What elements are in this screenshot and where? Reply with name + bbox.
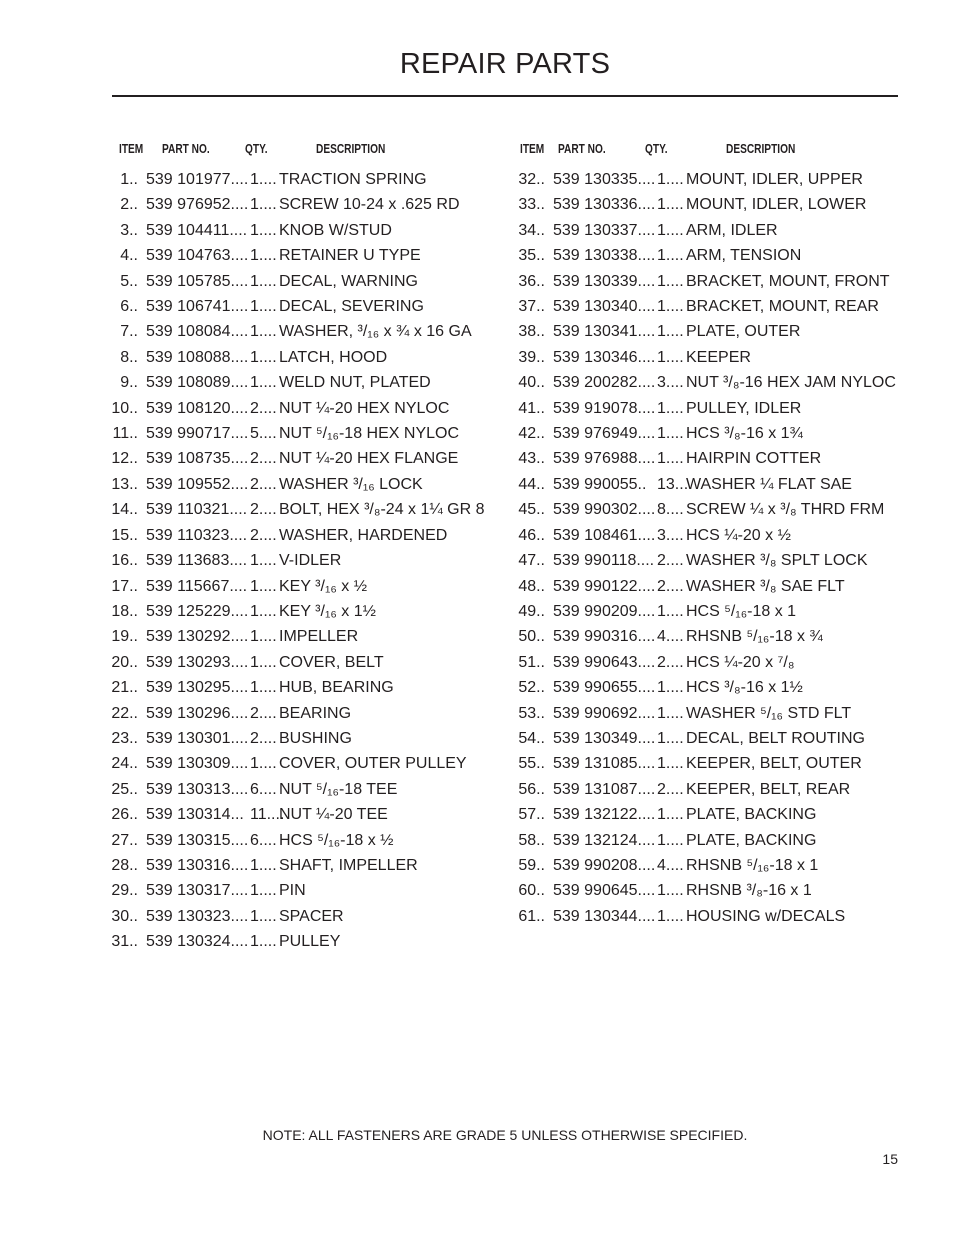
part-description: COVER, BELT: [279, 653, 384, 671]
part-description: HCS ⁵/₁₆-18 x ½: [279, 831, 394, 849]
part-description: WASHER ³/₈ SPLT LOCK: [686, 552, 868, 570]
part-description: ARM, TENSION: [686, 247, 802, 265]
part-number: 539 990122....: [553, 577, 656, 595]
quantity: 1....: [657, 221, 684, 239]
parts-row: [0, 243, 954, 268]
quantity: 1....: [250, 348, 277, 366]
part-number: 539 990118....: [553, 552, 655, 570]
item-number: 50..: [518, 628, 545, 646]
part-number: 539 130339....: [553, 272, 656, 290]
quantity: 1....: [657, 450, 684, 468]
quantity: 2....: [250, 704, 277, 722]
part-number: 539 130295....: [146, 679, 249, 697]
quantity: 4....: [657, 628, 684, 646]
item-number: 28..: [111, 856, 138, 874]
quantity: 2....: [250, 450, 277, 468]
item-number: 56..: [518, 780, 545, 798]
part-number: 539 113683....: [146, 552, 248, 570]
quantity: 1....: [250, 882, 277, 900]
part-number: 539 130316....: [146, 856, 249, 874]
part-description: KEEPER: [686, 348, 751, 366]
item-number: 8..: [120, 348, 138, 366]
part-description: BUSHING: [279, 729, 352, 747]
part-description: KEEPER, BELT, OUTER: [686, 755, 862, 773]
parts-row: [0, 497, 954, 522]
quantity: 2....: [657, 780, 684, 798]
quantity: 2....: [250, 526, 277, 544]
part-number: 539 130313....: [146, 780, 249, 798]
part-description: KNOB W/STUD: [279, 221, 392, 239]
item-number: 9..: [120, 374, 138, 392]
parts-row: [0, 167, 954, 192]
quantity: 1....: [657, 907, 684, 925]
item-number: 53..: [518, 704, 545, 722]
quantity: 1....: [657, 272, 684, 290]
quantity: 2....: [657, 552, 684, 570]
part-number: 539 990316....: [553, 628, 656, 646]
quantity: 1....: [657, 348, 684, 366]
quantity: 1....: [250, 171, 277, 188]
quantity: 2....: [657, 577, 684, 595]
part-number: 539 132122....: [553, 806, 656, 824]
part-number: 539 108461....: [553, 526, 656, 544]
quantity: 1....: [657, 171, 684, 188]
quantity: 2....: [250, 501, 277, 519]
quantity: 2....: [250, 729, 277, 747]
part-description: HCS ¼-20 x ½: [686, 526, 791, 544]
part-description: BRACKET, MOUNT, REAR: [686, 298, 879, 316]
part-number: 539 130338....: [553, 247, 656, 265]
parts-row: [0, 701, 954, 726]
part-description: SCREW ¼ x ³/₈ THRD FRM: [686, 501, 885, 519]
parts-row: [0, 751, 954, 776]
quantity: 1....: [657, 806, 684, 824]
part-number: 539 132124....: [553, 831, 656, 849]
part-number: 539 110323....: [146, 526, 248, 544]
item-number: 30..: [111, 907, 138, 925]
part-description: DECAL, SEVERING: [279, 298, 424, 316]
part-number: 539 990302....: [553, 501, 656, 519]
item-number: 12..: [111, 450, 138, 468]
part-number: 539 105785....: [146, 272, 249, 290]
item-number: 55..: [518, 755, 545, 773]
item-number: 5..: [120, 272, 138, 290]
item-number: 13..: [111, 475, 138, 493]
part-description: DECAL, WARNING: [279, 272, 418, 290]
item-number: 34..: [518, 221, 545, 239]
parts-row: [0, 192, 954, 217]
left-header-part-no: PART NO.: [162, 141, 210, 156]
right-header-part-no: PART NO.: [558, 141, 606, 156]
part-number: 539 108120....: [146, 399, 249, 417]
quantity: 1....: [657, 602, 684, 620]
item-number: 6..: [120, 298, 138, 316]
part-number: 539 101977....: [146, 171, 249, 188]
part-description: NUT ¼-20 HEX NYLOC: [279, 399, 450, 417]
parts-row: [0, 675, 954, 700]
quantity: 2....: [250, 399, 277, 417]
part-number: 539 976949....: [553, 425, 656, 443]
part-description: PIN: [279, 882, 306, 900]
part-number: 539 115667....: [146, 577, 248, 595]
part-number: 539 976952....: [146, 196, 249, 214]
item-number: 58..: [518, 831, 545, 849]
part-description: BRACKET, MOUNT, FRONT: [686, 272, 890, 290]
part-number: 539 108088....: [146, 348, 249, 366]
item-number: 26..: [111, 806, 138, 824]
item-number: 60..: [518, 882, 545, 900]
part-number: 539 130317....: [146, 882, 249, 900]
item-number: 3..: [120, 221, 138, 239]
item-number: 44..: [518, 475, 545, 493]
part-description: NUT ³/₈-16 HEX JAM NYLOC: [686, 374, 896, 392]
part-description: KEY ³/₁₆ x ½: [279, 577, 368, 595]
item-number: 61..: [518, 907, 545, 925]
item-number: 42..: [518, 425, 545, 443]
quantity: 1....: [657, 755, 684, 773]
quantity: 1....: [657, 323, 684, 341]
item-number: 43..: [518, 450, 545, 468]
parts-row: [0, 904, 954, 929]
part-number: 539 990643....: [553, 653, 656, 671]
part-number: 539 130323....: [146, 907, 249, 925]
quantity: 1....: [250, 907, 277, 925]
part-description: ARM, IDLER: [686, 221, 778, 239]
parts-row: [0, 294, 954, 319]
part-number: 539 130340....: [553, 298, 656, 316]
part-number: 539 990655....: [553, 679, 656, 697]
page-title: REPAIR PARTS: [399, 48, 611, 80]
part-number: 539 125229....: [146, 602, 249, 620]
parts-row: [0, 421, 954, 446]
part-description: TRACTION SPRING: [279, 171, 427, 188]
parts-row: [0, 472, 954, 497]
part-description: HCS ³/₈-16 x 1½: [686, 679, 803, 697]
quantity: 1....: [657, 882, 684, 900]
quantity: 1....: [657, 399, 684, 417]
part-description: RHSNB ⁵/₁₆-18 x 1: [686, 856, 819, 874]
item-number: 36..: [518, 272, 545, 290]
item-number: 35..: [518, 247, 545, 265]
item-number: 15..: [111, 526, 138, 544]
parts-row: [0, 370, 954, 395]
quantity: 1....: [657, 196, 684, 214]
part-description: PLATE, OUTER: [686, 323, 801, 341]
title-divider: [112, 95, 898, 97]
part-description: HOUSING w/DECALS: [686, 907, 846, 925]
quantity: 8....: [657, 501, 684, 519]
item-number: 48..: [518, 577, 545, 595]
parts-row: [0, 726, 954, 751]
part-number: 539 130335....: [553, 171, 656, 188]
item-number: 23..: [111, 729, 138, 747]
quantity: 1....: [657, 679, 684, 697]
quantity: 1....: [250, 856, 277, 874]
parts-row: [0, 777, 954, 802]
part-number: 539 110321....: [146, 501, 248, 519]
part-description: HCS ¼-20 x ⁷/₈: [686, 653, 795, 671]
item-number: 21..: [111, 679, 138, 697]
part-description: PLATE, BACKING: [686, 806, 817, 824]
item-number: 10..: [111, 399, 138, 417]
parts-row: [0, 828, 954, 853]
part-number: 539 130309....: [146, 755, 249, 773]
part-description: HUB, BEARING: [279, 679, 394, 697]
quantity: 6....: [250, 780, 277, 798]
part-description: BEARING: [279, 704, 352, 722]
quantity: 11....: [250, 806, 285, 824]
part-description: KEY ³/₁₆ x 1½: [279, 602, 376, 620]
quantity: 1....: [250, 653, 277, 671]
part-number: 539 990208....: [553, 856, 656, 874]
item-number: 2..: [120, 196, 138, 214]
part-number: 539 130344....: [553, 907, 656, 925]
part-description: BOLT, HEX ³/₈-24 x 1¼ GR 8: [279, 501, 485, 519]
item-number: 31..: [111, 933, 138, 951]
part-number: 539 976988....: [553, 450, 656, 468]
part-number: 539 130315....: [146, 831, 249, 849]
part-number: 539 990645....: [553, 882, 656, 900]
item-number: 47..: [518, 552, 545, 570]
parts-row: [0, 548, 954, 573]
quantity: 1....: [657, 425, 684, 443]
quantity: 1....: [657, 704, 684, 722]
quantity: 6....: [250, 831, 277, 849]
part-description: MOUNT, IDLER, UPPER: [686, 171, 863, 188]
quantity: 1....: [250, 247, 277, 265]
quantity: 2....: [657, 653, 684, 671]
part-number: 539 200282....: [553, 374, 656, 392]
part-description: HCS ⁵/₁₆-18 x 1: [686, 602, 797, 620]
parts-row: [0, 802, 954, 827]
item-number: 39..: [518, 348, 545, 366]
part-number: 539 130337....: [553, 221, 656, 239]
part-number: 539 131087....: [553, 780, 656, 798]
quantity: 4....: [657, 856, 684, 874]
part-number: 539 108084....: [146, 323, 249, 341]
parts-row: [0, 446, 954, 471]
quantity: 1....: [250, 221, 277, 239]
item-number: 37..: [518, 298, 545, 316]
part-number: 539 130324....: [146, 933, 249, 951]
parts-row: [0, 396, 954, 421]
part-number: 539 990692....: [553, 704, 656, 722]
part-description: PLATE, BACKING: [686, 831, 817, 849]
part-number: 539 990055..: [553, 475, 647, 493]
quantity: 3....: [657, 374, 684, 392]
part-description: NUT ¼-20 TEE: [279, 806, 388, 824]
part-number: 539 108735....: [146, 450, 249, 468]
part-number: 539 130346....: [553, 348, 656, 366]
quantity: 13....: [657, 475, 693, 493]
part-description: SCREW 10-24 x .625 RD: [279, 196, 460, 214]
item-number: 57..: [518, 806, 545, 824]
item-number: 40..: [518, 374, 545, 392]
part-description: WASHER, HARDENED: [279, 526, 448, 544]
item-number: 41..: [518, 399, 545, 417]
part-description: IMPELLER: [279, 628, 359, 646]
left-header-item: ITEM: [119, 141, 144, 156]
quantity: 1....: [250, 577, 277, 595]
item-number: 32..: [518, 171, 545, 188]
part-number: 539 109552....: [146, 475, 249, 493]
parts-row: [0, 523, 954, 548]
item-number: 52..: [518, 679, 545, 697]
quantity: 1....: [250, 552, 277, 570]
item-number: 38..: [518, 323, 545, 341]
part-description: COVER, OUTER PULLEY: [279, 755, 467, 773]
part-number: 539 130296....: [146, 704, 249, 722]
quantity: 1....: [657, 831, 684, 849]
part-description: NUT ⁵/₁₆-18 HEX NYLOC: [279, 425, 460, 443]
item-number: 33..: [518, 196, 545, 214]
item-number: 25..: [111, 780, 138, 798]
item-number: 20..: [111, 653, 138, 671]
parts-row: [0, 650, 954, 675]
right-header-item: ITEM: [520, 141, 545, 156]
part-description: WASHER ⁵/₁₆ STD FLT: [686, 704, 852, 722]
quantity: 2....: [250, 475, 277, 493]
left-header-qty: QTY.: [245, 141, 268, 156]
part-number: 539 919078....: [553, 399, 656, 417]
part-description: V-IDLER: [279, 552, 342, 570]
item-number: 14..: [111, 501, 138, 519]
quantity: 1....: [250, 272, 277, 290]
part-description: MOUNT, IDLER, LOWER: [686, 196, 867, 214]
part-description: SPACER: [279, 907, 344, 925]
part-description: LATCH, HOOD: [279, 348, 388, 366]
parts-row: [0, 878, 954, 903]
quantity: 1....: [657, 247, 684, 265]
parts-row: [0, 345, 954, 370]
left-header-description: DESCRIPTION: [316, 141, 386, 156]
part-number: 539 130314...: [146, 806, 244, 824]
part-description: PULLEY: [279, 933, 341, 951]
parts-row: [0, 853, 954, 878]
item-number: 54..: [518, 729, 545, 747]
item-number: 27..: [111, 831, 138, 849]
quantity: 1....: [250, 755, 277, 773]
part-number: 539 130301....: [146, 729, 249, 747]
quantity: 5....: [250, 425, 277, 443]
quantity: 1....: [250, 679, 277, 697]
quantity: 1....: [250, 298, 277, 316]
right-header-description: DESCRIPTION: [726, 141, 796, 156]
parts-row: [0, 599, 954, 624]
quantity: 1....: [250, 196, 277, 214]
part-description: SHAFT, IMPELLER: [279, 856, 418, 874]
quantity: 3....: [657, 526, 684, 544]
part-description: WELD NUT, PLATED: [279, 374, 431, 392]
part-description: WASHER ³/₁₆ LOCK: [279, 475, 423, 493]
item-number: 18..: [111, 602, 138, 620]
part-number: 539 106741....: [146, 298, 249, 316]
parts-row: [0, 929, 500, 954]
part-description: WASHER ¼ FLAT SAE: [686, 475, 852, 493]
part-description: DECAL, BELT ROUTING: [686, 729, 865, 747]
quantity: 1....: [657, 298, 684, 316]
part-number: 539 130341....: [553, 323, 656, 341]
part-number: 539 104411....: [146, 221, 248, 239]
part-number: 539 104763....: [146, 247, 249, 265]
part-description: KEEPER, BELT, REAR: [686, 780, 851, 798]
part-number: 539 131085....: [553, 755, 656, 773]
part-description: PULLEY, IDLER: [686, 399, 802, 417]
parts-row: [0, 269, 954, 294]
item-number: 4..: [120, 247, 138, 265]
item-number: 46..: [518, 526, 545, 544]
item-number: 1..: [120, 171, 138, 188]
part-number: 539 130292....: [146, 628, 249, 646]
item-number: 45..: [518, 501, 545, 519]
quantity: 1....: [250, 602, 277, 620]
part-number: 539 108089....: [146, 374, 249, 392]
parts-row: [0, 624, 954, 649]
part-number: 539 130349....: [553, 729, 656, 747]
part-description: WASHER ³/₈ SAE FLT: [686, 577, 845, 595]
parts-row: [0, 574, 954, 599]
item-number: 29..: [111, 882, 138, 900]
item-number: 16..: [111, 552, 138, 570]
part-description: RETAINER U TYPE: [279, 247, 421, 265]
quantity: 1....: [250, 374, 277, 392]
right-header-qty: QTY.: [645, 141, 668, 156]
item-number: 49..: [518, 602, 545, 620]
part-description: HCS ³/₈-16 x 1¾: [686, 425, 803, 443]
parts-row: [0, 218, 954, 243]
page-number: 15: [882, 1151, 898, 1167]
item-number: 59..: [518, 856, 545, 874]
part-description: RHSNB ⁵/₁₆-18 x ¾: [686, 628, 823, 646]
item-number: 7..: [120, 323, 138, 341]
part-description: WASHER, ³/₁₆ x ¾ x 16 GA: [279, 323, 472, 341]
part-number: 539 990209....: [553, 602, 656, 620]
part-description: NUT ⁵/₁₆-18 TEE: [279, 780, 398, 798]
fastener-note: NOTE: ALL FASTENERS ARE GRADE 5 UNLESS OTHERWISE SPECIFIED.: [262, 1127, 748, 1143]
part-number: 539 130293....: [146, 653, 249, 671]
item-number: 19..: [111, 628, 138, 646]
item-number: 22..: [111, 704, 138, 722]
item-number: 17..: [111, 577, 138, 595]
part-description: HAIRPIN COTTER: [686, 450, 822, 468]
quantity: 1....: [657, 729, 684, 747]
item-number: 11..: [112, 425, 138, 443]
parts-row: [0, 319, 954, 344]
item-number: 24..: [111, 755, 138, 773]
item-number: 51..: [518, 653, 545, 671]
quantity: 1....: [250, 933, 277, 951]
part-description: RHSNB ³/₈-16 x 1: [686, 882, 812, 900]
part-number: 539 990717....: [146, 425, 249, 443]
part-number: 539 130336....: [553, 196, 656, 214]
quantity: 1....: [250, 323, 277, 341]
parts-list-right: [0, 167, 954, 929]
part-description: NUT ¼-20 HEX FLANGE: [279, 450, 459, 468]
quantity: 1....: [250, 628, 277, 646]
